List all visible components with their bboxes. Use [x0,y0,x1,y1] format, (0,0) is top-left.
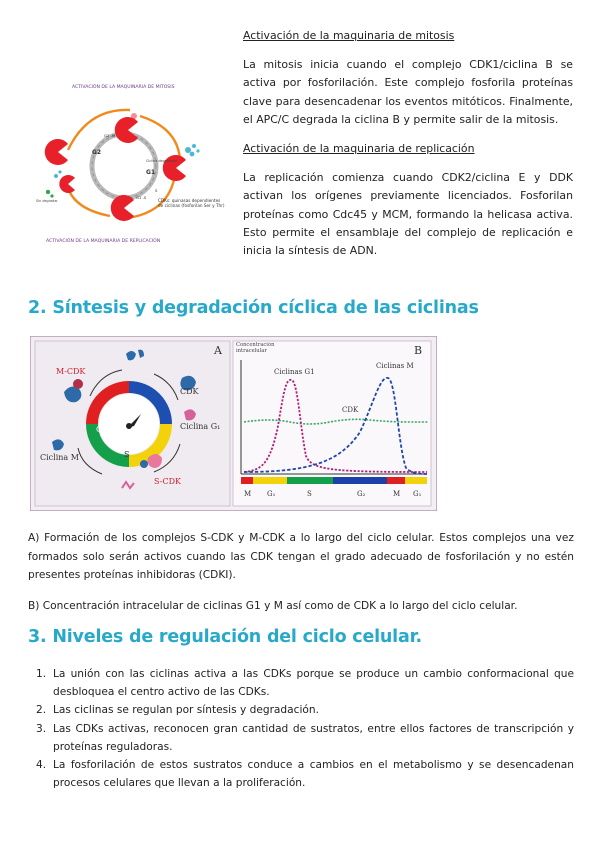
cdk-label-4: N [184,162,187,167]
phase-bar-label: S [307,490,312,498]
label-ciclina-g1: Ciclina G₁ [180,422,221,431]
label-s-cdk: S-CDK [154,477,181,486]
section-heading-sintesis: 2. Síntesis y degradación cíclica de las ciclinas [28,298,479,318]
phase-bar-label: M [244,490,252,498]
panel-b-ylabel: Concentración intracelular [236,342,275,354]
mitosis-body: La mitosis inicia cuando el complejo CDK1/ciclina B se activa por fosforilación. Este complejo fosforila proteínas clave para desencadenar los eventos mitóticos. Finalmente, el APC/C degrada la ciclina B y permite salir de la mitosis. [243,58,573,126]
list-item: 4. La fosforilación de estos sustratos conduce a cambios en el metabolismo y se desencadenan procesos celulares que llevan a la proliferación. [36,759,574,790]
label-m-cdk: M-CDK [56,367,86,376]
caption-b: B) Concentración intracelular de ciclinas G1 y M así como de CDK a lo largo del ciclo celular. [28,600,518,612]
side-label-0: Ciclina degradada [146,159,177,163]
cdk-label-2: S [155,188,158,193]
phase-bar-segment [253,477,287,484]
cdk-shape-top [115,113,138,143]
series-label-cdk: CDK [342,406,359,414]
label-ciclina-m: Ciclina M [40,453,79,462]
phase-bar-segment [405,477,427,484]
cdk-shape-left [45,139,68,165]
phase-bar-segment [333,477,387,484]
cdk-label-3: G1 -S [136,195,147,200]
levels-list [28,665,574,792]
list-item: 3. Las CDKs activas, reconocen gran cantidad de sustratos, entre ellos factores de transcripción y proteínas reguladoras. [36,722,574,753]
phase-bar-segment [387,477,405,484]
cdk-label-0: N [138,124,141,129]
phase-bar-label: G₁ [267,490,276,498]
ring-phase-g1: G₁ [138,400,148,409]
cyclin-figure [30,336,437,511]
phase-bar-segment [241,477,253,484]
cdk-shape-small [59,175,75,193]
series-label-m: Ciclinas M [376,362,414,370]
phosphate-icon [46,190,54,198]
cdk-cycle-figure [28,80,233,250]
phase-bar-label: G₁ [413,490,422,498]
series-label-g1: Ciclinas G1 [274,368,315,376]
phase-bar-segment [287,477,333,484]
list-item: 1. La unión con las ciclinas activa a las CDKs porque se produce un cambio conformacional que desbloquea el centro activo de las CDKs. [36,668,574,699]
side-label-2: Sin degradar [36,199,58,203]
panel-b-letter: B [414,344,423,357]
replicacion-heading: Activación de la maquinaria de replicación [243,142,475,156]
mitosis-heading: Activación de la maquinaria de mitosis [243,29,455,42]
ring-phase-m: M [116,400,125,409]
replicacion-body: La replicación comienza cuando CDK2/ciclina E y DDK activan los orígenes previamente licenciados. Fosforilan proteínas como Cdc45 y MCM, formando la helicasa activa. Esto permite el ensamblaje del complejo de replicación e inicia la síntesis de ADN. [243,171,573,258]
cdk-note: CDKs: quinasas dependientes de ciclinas (fosforilan Ser y Thr) [158,198,225,208]
panel-a-letter: A [214,344,222,357]
ring-phase-s: S [124,450,130,459]
phase-g2: G2 [92,149,102,156]
phase-bar-label: M [393,490,401,498]
label-cdk: CDK [180,387,199,396]
list-item: 2. Las ciclinas se regulan por síntesis y degradación. [36,704,319,717]
cdk-label-1: G2 -M [104,133,116,138]
phase-bar-label: G₂ [357,490,366,498]
caption-a: A) Formación de los complejos S-CDK y M-CDK a lo largo del ciclo celular. Estos complejos una vez formados solo serán activos cuando las CDK tengan el grado adecuado de fosforilación y no estén presentes proteínas inhibidoras (CDKI). [28,532,574,581]
phase-g1: G1 [146,169,156,176]
top-figure-title: ACTIVACIÓN DE LA MAQUINARIA DE MITOSIS [72,85,175,90]
top-figure-footer: ACTIVACIÓN DE LA MAQUINARIA DE REPLICACIÓN [46,239,161,244]
ring-phase-g2: G₂ [96,425,106,434]
top-text-column [243,27,573,271]
section-heading-niveles: 3. Niveles de regulación del ciclo celular. [28,627,422,647]
